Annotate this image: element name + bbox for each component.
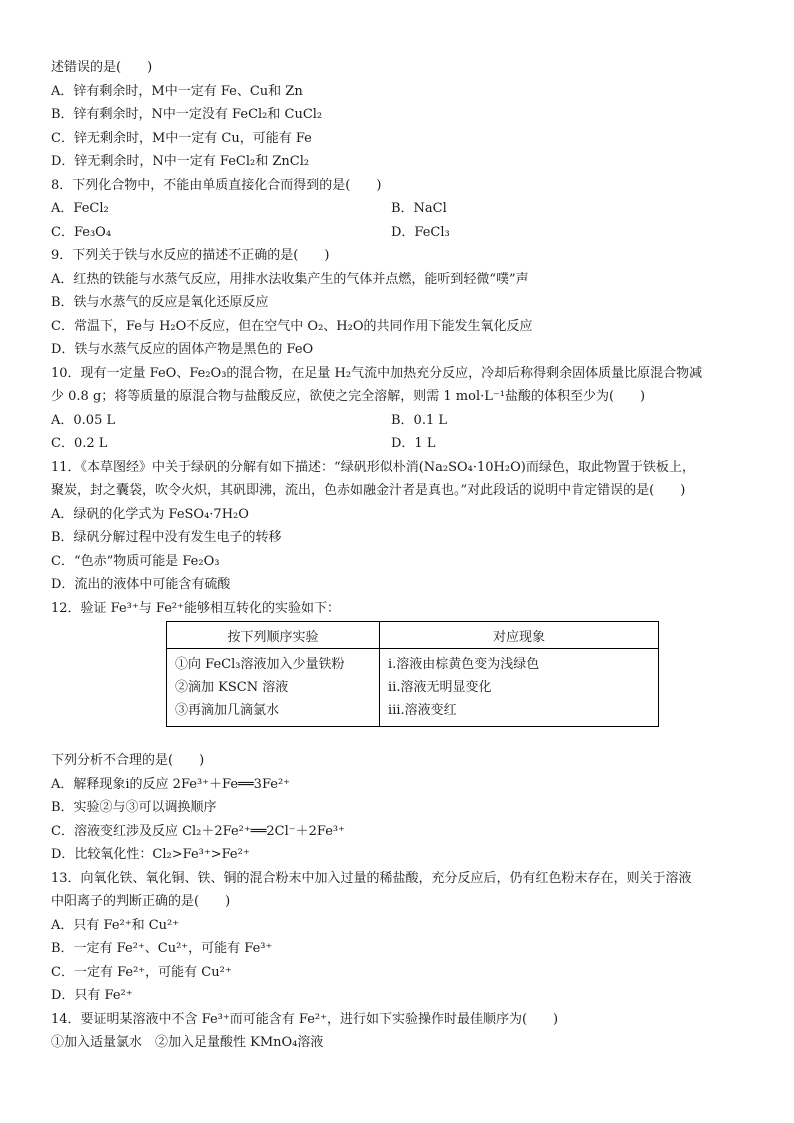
table-cell-phenomena (380, 649, 659, 727)
q10-option-d: D．1 L (391, 436, 436, 451)
q9-option-c: C．常温下，Fe与 H₂O不反应，但在空气中 O₂、H₂O的共同作用下能发生氧化反应 (51, 318, 533, 334)
q13-stem-line-2: 中阳离子的判断正确的是( ) (51, 894, 231, 909)
q11-option-d: D．流出的液体中可能含有硫酸 (51, 577, 231, 592)
q10-option-b: B．0.1 L (391, 412, 447, 428)
q8-stem: 8．下列化合物中，不能由单质直接化合而得到的是( ) (51, 177, 382, 193)
q7-option-a: A．锌有剩余时，M中一定有 Fe、Cu和 Zn (51, 83, 303, 99)
q8-option-b: B．NaCl (391, 201, 447, 216)
q11-option-a: A．绿矾的化学式为 FeSO₄·7H₂O (51, 506, 249, 522)
q8-option-c: C．Fe₃O₄ (51, 224, 112, 240)
q11-option-c: C．“色赤”物质可能是 Fe₂O₃ (51, 553, 220, 569)
q14-stem: 14．要证明某溶液中不含 Fe³⁺而可能含有 Fe²⁺，进行如下实验操作时最佳顺序为( ) (51, 1011, 559, 1027)
procedure-step-1: ①向 FeCl₃溶液加入少量铁粉 (175, 657, 345, 672)
q10-stem-line-2: 少 0.8 g；将等质量的原混合物与盐酸反应，欲使之完全溶解，则需 1 mol·L⁻¹盐酸的体积至少为( ) (51, 389, 646, 404)
q10-stem-line-1: 10．现有一定量 FeO、Fe₂O₃的混合物，在足量 H₂气流中加热充分反应，冷却后称得剩余固体质量比原混合物减 (51, 365, 703, 381)
q10-options-row-2 (51, 432, 751, 456)
q11-stem-line-1: 11．《本草图经》中关于绿矾的分解有如下描述：“绿矾形似朴消(Na₂SO₄·10H₂O)而绿色，取此物置于铁板上， (51, 459, 695, 475)
exam-page (51, 56, 751, 1055)
q13-stem-line-1: 13．向氧化铁、氧化铜、铁、铜的混合粉末中加入过量的稀盐酸，充分反应后，仍有红色粉末存在，则关于溶液 (51, 870, 692, 886)
table-header-procedure: 按下列顺序实验 (167, 622, 380, 649)
q14-operations: ①加入适量氯水 ②加入足量酸性 KMnO₄溶液 (51, 1035, 324, 1050)
q12-experiment-table (166, 621, 659, 727)
phenomenon-1: ⅰ.溶液由棕黄色变为浅绿色 (388, 657, 540, 672)
q12-stem: 12．验证 Fe³⁺与 Fe²⁺能够相互转化的实验如下： (51, 600, 340, 616)
q7-option-d: D．锌无剩余时，N中一定有 FeCl₂和 ZnCl₂ (51, 154, 310, 169)
procedure-step-2: ②滴加 KSCN 溶液 (175, 680, 289, 695)
q13-option-b: B．一定有 Fe²⁺、Cu²⁺，可能有 Fe³⁺ (51, 941, 273, 956)
q11-option-b: B．绿矾分解过程中没有发生电子的转移 (51, 530, 282, 545)
q10-options-row-1 (51, 409, 751, 433)
q12-option-c: C．溶液变红涉及反应 Cl₂＋2Fe²⁺══2Cl⁻＋2Fe³⁺ (51, 823, 345, 839)
procedure-step-3: ③再滴加几滴氯水 (175, 703, 280, 718)
table-row (167, 649, 659, 727)
q9-option-d: D．铁与水蒸气反应的固体产物是黑色的 FeO (51, 342, 314, 357)
phenomenon-3: ⅲ.溶液变红 (388, 703, 457, 718)
q8-options-row-2 (51, 221, 751, 245)
q8-option-d: D．FeCl₃ (391, 224, 450, 240)
q12-option-b: B．实验②与③可以调换顺序 (51, 800, 217, 815)
q13-option-a: A．只有 Fe²⁺和 Cu²⁺ (51, 917, 180, 933)
table-header-row (167, 622, 659, 649)
q13-option-c: C．一定有 Fe²⁺，可能有 Cu²⁺ (51, 964, 232, 980)
q12-ask: 下列分析不合理的是( ) (51, 753, 205, 768)
q9-option-a: A．红热的铁能与水蒸气反应，用排水法收集产生的气体并点燃，能听到轻微“噗”声 (51, 271, 529, 287)
q8-option-a: A．FeCl₂ (51, 201, 109, 216)
q12-option-d: D．比较氧化性：Cl₂>Fe³⁺>Fe²⁺ (51, 847, 250, 862)
q7-option-c: C．锌无剩余时，M中一定有 Cu，可能有 Fe (51, 130, 312, 146)
q7-option-b: B．锌有剩余时，N中一定没有 FeCl₂和 CuCl₂ (51, 107, 323, 122)
phenomenon-2: ⅱ.溶液无明显变化 (388, 680, 492, 695)
q12-option-a: A．解释现象ⅰ的反应 2Fe³⁺＋Fe══3Fe²⁺ (51, 776, 291, 792)
q10-option-a: A．0.05 L (51, 412, 116, 428)
q10-option-c: C．0.2 L (51, 436, 108, 451)
q8-options-row-1 (51, 197, 751, 221)
q11-stem-line-2: 聚炭，封之囊袋，吹令火炽，其矾即沸，流出，色赤如融金汁者是真也。”对此段话的说明中肯定错误的是( ) (51, 483, 686, 498)
table-cell-procedures (167, 649, 380, 727)
q13-option-d: D．只有 Fe²⁺ (51, 988, 133, 1003)
question-7-stem-end: 述错误的是( ) (51, 60, 153, 75)
table-header-phenomenon: 对应现象 (380, 622, 659, 649)
q9-option-b: B．铁与水蒸气的反应是氧化还原反应 (51, 295, 269, 310)
q9-stem: 9．下列关于铁与水反应的描述不正确的是( ) (51, 248, 330, 263)
